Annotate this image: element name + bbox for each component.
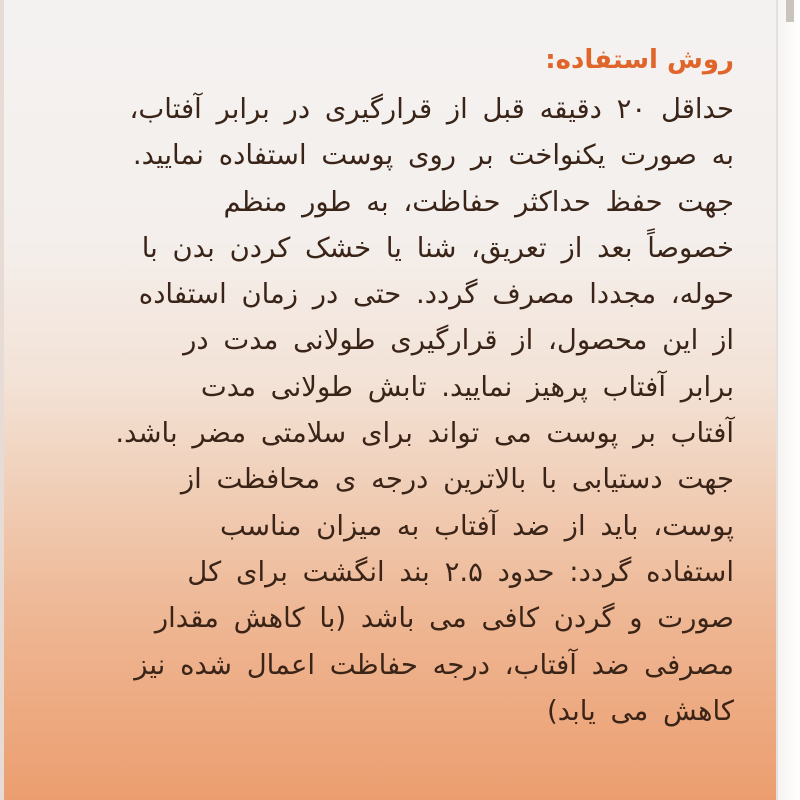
instruction-line: جهت حفظ حداکثر حفاظت، به طور منظم [223, 185, 734, 218]
instructions-heading: روش استفاده: [545, 45, 734, 75]
instruction-line: کاهش می یابد) [546, 694, 734, 727]
instruction-line: مصرفی ضد آفتاب، درجه حفاظت اعمال شده نیز [134, 648, 734, 681]
instruction-line: استفاده گردد: حدود ۲.۵ بند انگشت برای کل [187, 555, 734, 588]
instruction-line: آفتاب بر پوست می تواند برای سلامتی مضر باشد. [115, 417, 734, 450]
instruction-line: برابر آفتاب پرهیز نمایید. تابش طولانی مدت [200, 370, 734, 403]
instruction-line: حداقل ۲۰ دقیقه قبل از قرارگیری در برابر آفتاب، [129, 93, 734, 125]
package-side-edge [776, 0, 800, 800]
instruction-line: به صورت یکنواخت بر روی پوست استفاده نمایید. [132, 139, 734, 172]
usage-instructions [48, 38, 734, 734]
instruction-line: حوله، مجددا مصرف گردد. حتی در زمان استفاده [138, 278, 734, 311]
left-edge-shadow [0, 0, 4, 800]
instruction-line: صورت و گردن کافی می باشد (با کاهش مقدار [154, 602, 734, 635]
instruction-line: خصوصاً بعد از تعریق، شنا یا خشک کردن بدن با [141, 231, 734, 264]
instruction-line: جهت دستیابی با بالاترین درجه ی محافظت از [180, 463, 734, 496]
instruction-line: از این محصول، از قرارگیری طولانی مدت در [183, 324, 734, 357]
instructions-body [48, 86, 734, 734]
instruction-line: پوست، باید از ضد آفتاب به میزان مناسب [219, 509, 734, 542]
edge-notch [786, 0, 794, 22]
